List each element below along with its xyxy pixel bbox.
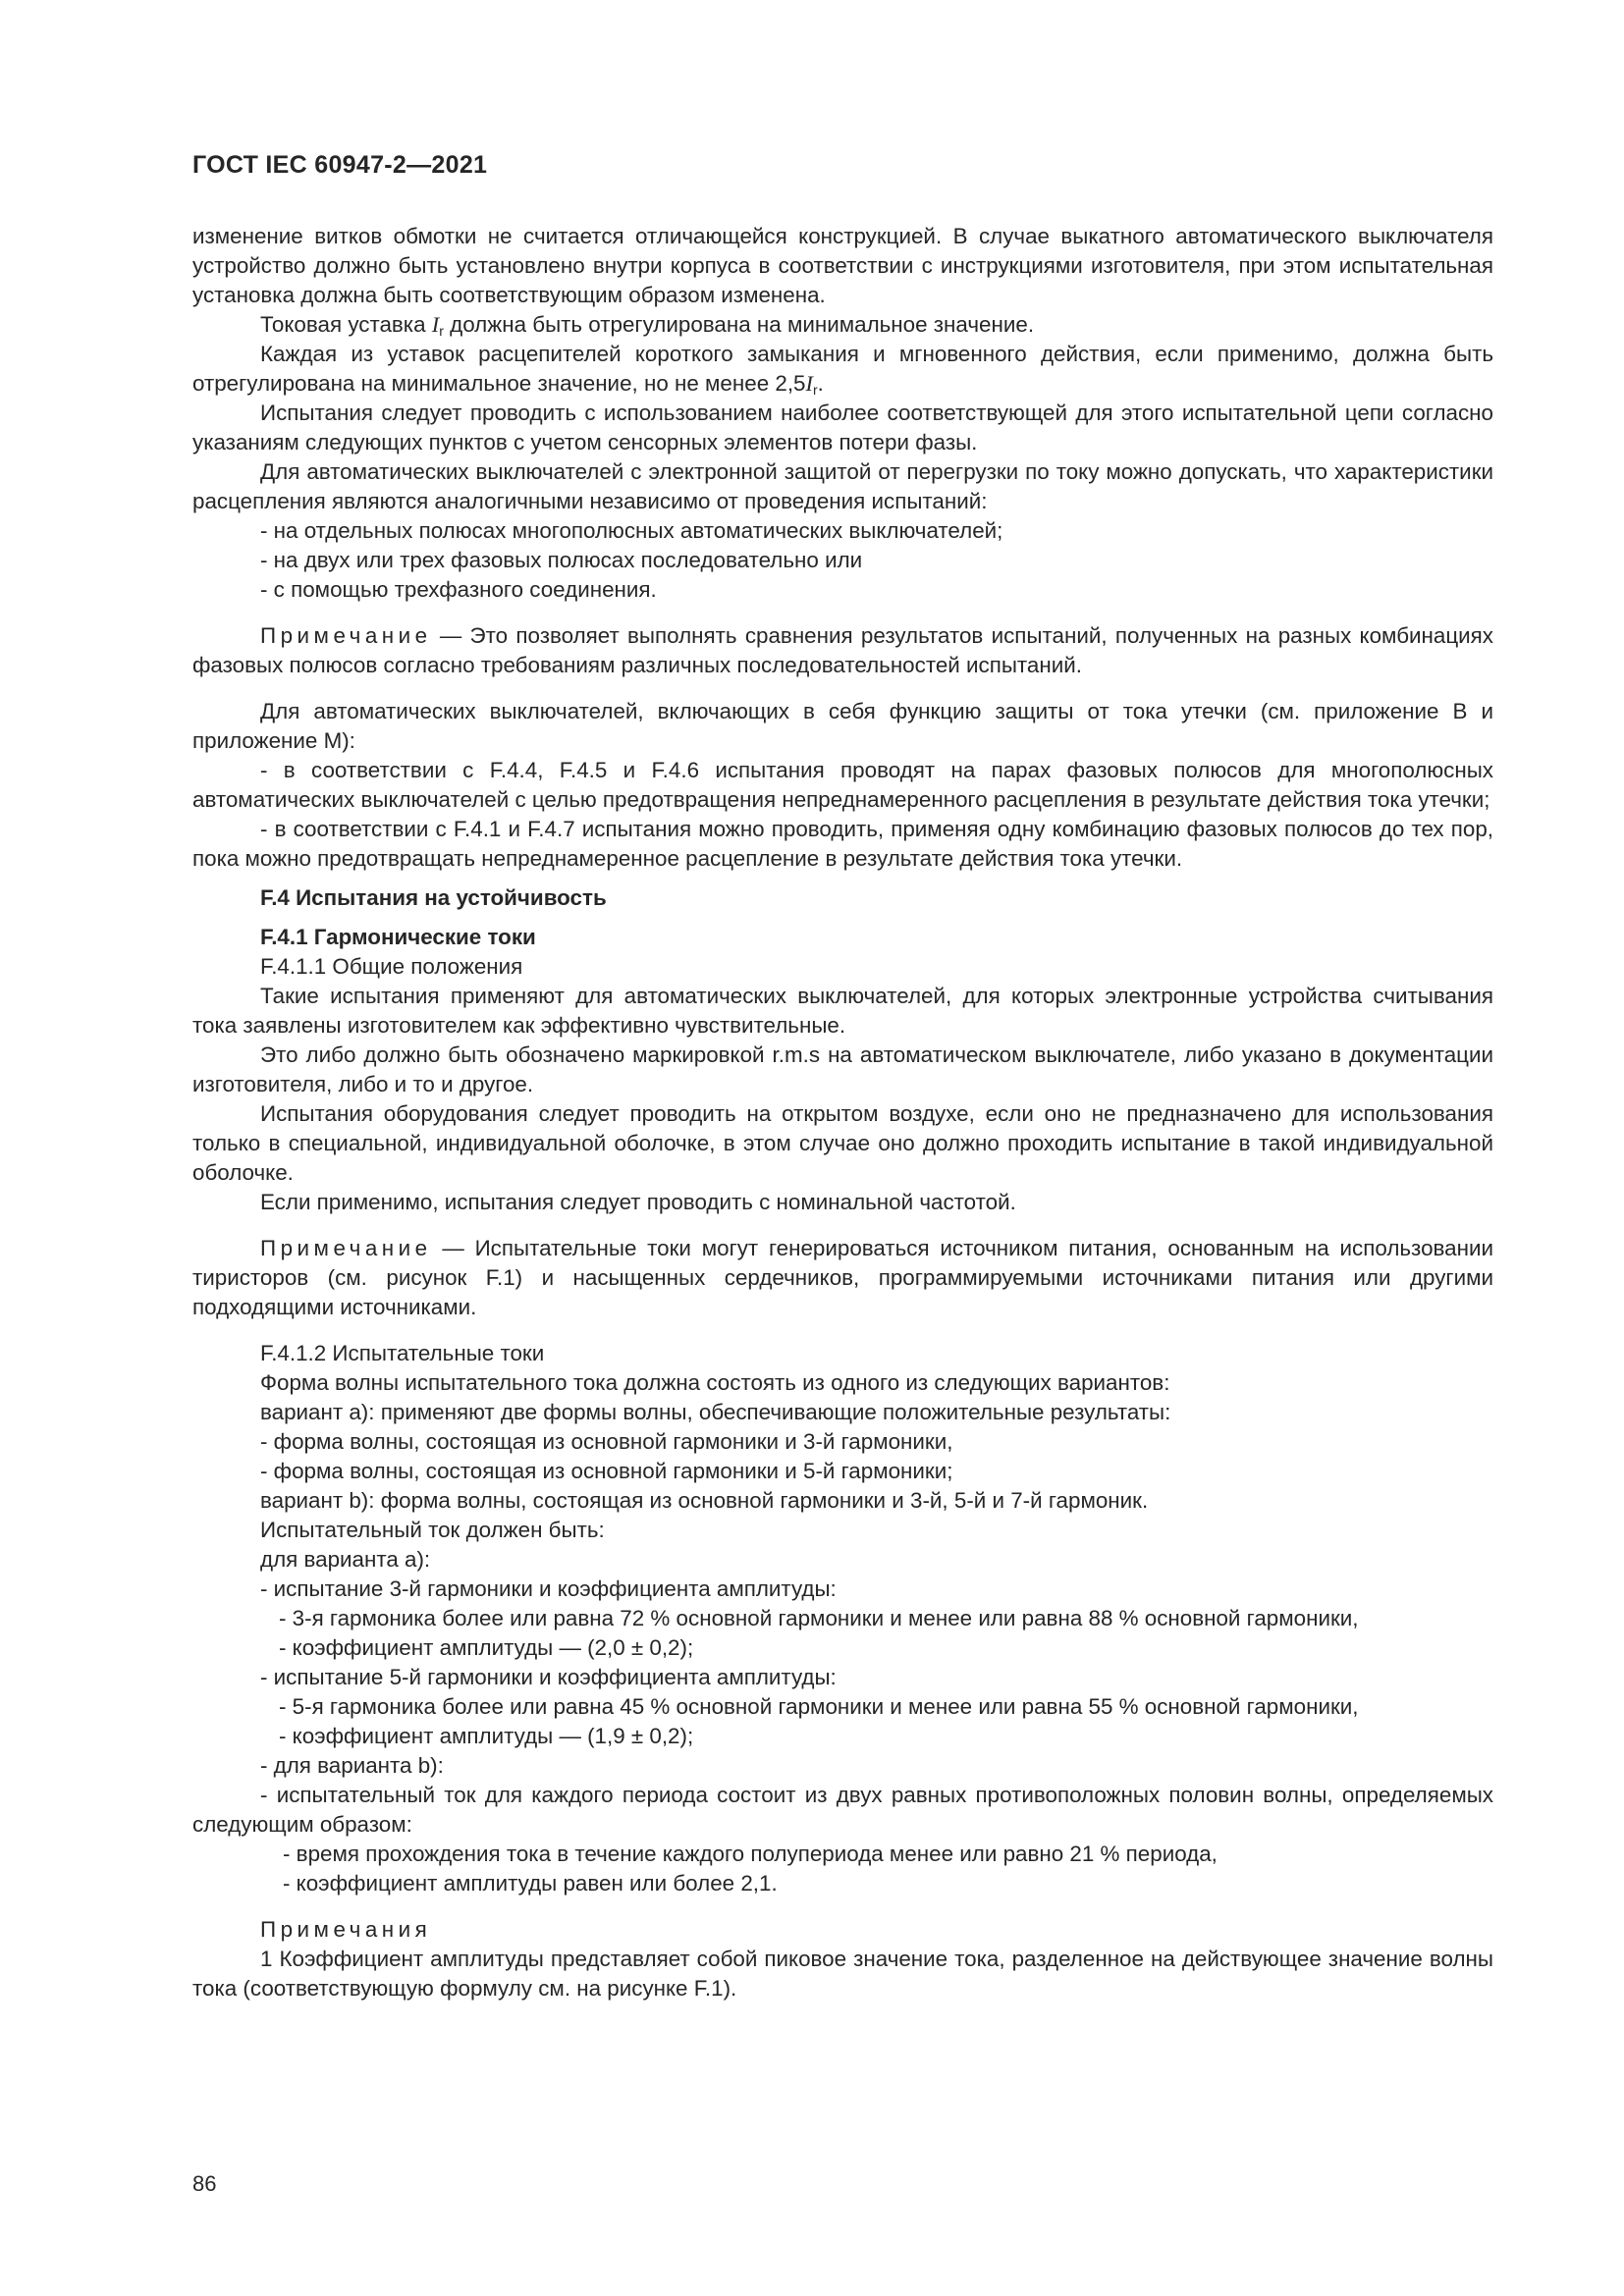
note-label: Примечание bbox=[260, 1236, 432, 1260]
document-body bbox=[192, 222, 1493, 2003]
text: . bbox=[817, 371, 824, 396]
current-symbol: I bbox=[805, 371, 813, 396]
paragraph: вариант a): применяют две формы волны, обеспечивающие положительные результаты: bbox=[260, 1400, 1171, 1424]
note-text: — Испытательные токи могут генерироваться источником питания, основанным на использовании тиристоров (см. рисунок F.1) и насыщенных сердечников, программируемыми источниками питания или другими подходящими источниками. bbox=[192, 1236, 1493, 1319]
subscript: r bbox=[812, 382, 818, 398]
list-item: - с помощью трехфазного соединения. bbox=[260, 577, 657, 602]
paragraph bbox=[192, 310, 1493, 340]
list-item: - коэффициент амплитуды — (2,0 ± 0,2); bbox=[279, 1635, 694, 1660]
list-item: - коэффициент амплитуды — (1,9 ± 0,2); bbox=[279, 1724, 694, 1748]
list-item: - для варианта b): bbox=[260, 1753, 444, 1778]
section-heading: F.4 Испытания на устойчивость bbox=[260, 885, 607, 910]
paragraph: Для автоматических выключателей, включающих в себя функцию защиты от тока утечки (см. приложение В и приложение М): bbox=[192, 699, 1493, 753]
list-item: - на отдельных полюсах многополюсных автоматических выключателей; bbox=[260, 518, 1003, 543]
text: Каждая из уставок расцепителей короткого замыкания и мгновенного действия, если применимо, должна быть отрегулирована на минимальное значение, но не менее 2,5 bbox=[192, 342, 1493, 396]
list-item: - форма волны, состоящая из основной гармоники и 5-й гармоники; bbox=[260, 1459, 953, 1483]
notes-label: Примечания bbox=[260, 1917, 432, 1942]
note bbox=[192, 621, 1493, 680]
list-item: - 3-я гармоника более или равна 72 % основной гармоники и менее или равна 88 % основной гармоники, bbox=[279, 1606, 1359, 1630]
note bbox=[192, 1234, 1493, 1322]
list-item: - на двух или трех фазовых полюсах последовательно или bbox=[260, 548, 863, 572]
subsection-heading: F.4.1 Гармонические токи bbox=[260, 925, 536, 949]
subscript: r bbox=[439, 323, 444, 339]
clause-heading: F.4.1.2 Испытательные токи bbox=[260, 1341, 545, 1365]
text: Токовая уставка bbox=[260, 312, 432, 337]
paragraph: Испытательный ток должен быть: bbox=[260, 1518, 605, 1542]
note-text: — Это позволяет выполнять сравнения результатов испытаний, полученных на разных комбинациях фазовых полюсов согласно требованиям различных последовательностей испытаний. bbox=[192, 623, 1493, 677]
paragraph: - в соответствии с F.4.4, F.4.5 и F.4.6 испытания проводят на парах фазовых полюсов для многополюсных автоматических выключателей с целью предотвращения непреднамеренного расцепления в результате действия тока утечки; bbox=[192, 758, 1493, 812]
list-item: - время прохождения тока в течение каждого полупериода менее или равно 21 % периода, bbox=[283, 1842, 1218, 1866]
list-item: - испытательный ток для каждого периода состоит из двух равных противоположных половин волны, определяемых следующим образом: bbox=[192, 1783, 1493, 1837]
paragraph: вариант b): форма волны, состоящая из основной гармоники и 3-й, 5-й и 7-й гармоник. bbox=[260, 1488, 1149, 1513]
list-item: - коэффициент амплитуды равен или более 2,1. bbox=[283, 1871, 778, 1896]
paragraph: Для автоматических выключателей с электронной защитой от перегрузки по току можно допускать, что характеристики расцепления являются аналогичными независимо от проведения испытаний: bbox=[192, 459, 1493, 513]
clause-heading: F.4.1.1 Общие положения bbox=[260, 954, 523, 979]
page-number: 86 bbox=[192, 2171, 217, 2196]
current-symbol: I bbox=[431, 312, 440, 337]
paragraph: Такие испытания применяют для автоматических выключателей, для которых электронные устройства считывания тока заявлены изготовителем как эффективно чувствительные. bbox=[192, 984, 1493, 1038]
document-header: ГОСТ IEC 60947-2—2021 bbox=[192, 151, 488, 179]
note: 1 Коэффициент амплитуды представляет собой пиковое значение тока, разделенное на действующее значение волны тока (соответствующую формулу см. на рисунке F.1). bbox=[192, 1947, 1493, 2001]
text: должна быть отрегулирована на минимальное значение. bbox=[443, 312, 1035, 337]
list-item: - испытание 5-й гармоники и коэффициента амплитуды: bbox=[260, 1665, 837, 1689]
list-item: - форма волны, состоящая из основной гармоники и 3-й гармоники, bbox=[260, 1429, 953, 1454]
paragraph bbox=[192, 340, 1493, 399]
paragraph: Испытания следует проводить с использованием наиболее соответствующей для этого испытательной цепи согласно указаниям следующих пунктов с учетом сенсорных элементов потери фазы. bbox=[192, 400, 1493, 454]
paragraph: Если применимо, испытания следует проводить с номинальной частотой. bbox=[260, 1190, 1016, 1214]
paragraph: для варианта a): bbox=[260, 1547, 431, 1572]
paragraph: изменение витков обмотки не считается отличающейся конструкцией. В случае выкатного автоматического выключателя устройство должно быть установлено внутри корпуса в соответствии с инструкциями изготовителя, при этом испытательная установка должна быть соответствующим образом изменена. bbox=[192, 224, 1493, 307]
note-label: Примечание bbox=[260, 623, 432, 648]
paragraph: - в соответствии с F.4.1 и F.4.7 испытания можно проводить, применяя одну комбинацию фазовых полюсов до тех пор, пока можно предотвращать непреднамеренное расцепление в результате действия тока утечки. bbox=[192, 817, 1493, 871]
paragraph: Форма волны испытательного тока должна состоять из одного из следующих вариантов: bbox=[260, 1370, 1170, 1395]
list-item: - 5-я гармоника более или равна 45 % основной гармоники и менее или равна 55 % основной гармоники, bbox=[279, 1694, 1359, 1719]
list-item: - испытание 3-й гармоники и коэффициента амплитуды: bbox=[260, 1576, 837, 1601]
paragraph: Это либо должно быть обозначено маркировкой r.m.s на автоматическом выключателе, либо указано в документации изготовителя, либо и то и другое. bbox=[192, 1042, 1493, 1096]
paragraph: Испытания оборудования следует проводить на открытом воздухе, если оно не предназначено для использования только в специальной, индивидуальной оболочке, в этом случае оно должно проходить испытание в такой индивидуальной оболочке. bbox=[192, 1101, 1493, 1185]
